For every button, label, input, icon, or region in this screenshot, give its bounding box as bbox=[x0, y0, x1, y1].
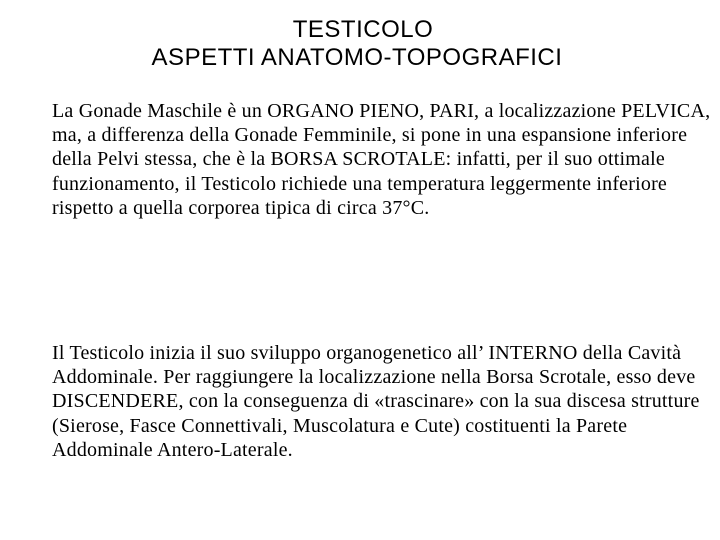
title-line-1: TESTICOLO bbox=[292, 16, 434, 43]
title-line-2: ASPETTI ANATOMO-TOPOGRAFICI bbox=[151, 44, 563, 71]
paragraph-localization: La Gonade Maschile è un ORGANO PIENO, PARI, a localizzazione PELVICA, ma, a differenza della Gonade Femminile, si pone in una espansione inferiore della Pelvi stessa, che è la BORSA SCROTALE: infatti, per il suo ottimale funzionamento, il Testicolo richiede una temperatura leggermente inferiore rispetto a quella corporea tipica di circa 37°C. bbox=[52, 100, 711, 219]
slide-title bbox=[0, 16, 720, 72]
paragraph-descent: Il Testicolo inizia il suo sviluppo organogenetico all’ INTERNO della Cavità Addominale. Per raggiungere la localizzazione nella Borsa Scrotale, esso deve DISCENDERE, con la conseguenza di «trascinare» con la sua discesa strutture (Sierose, Fasce Connettivali, Muscolatura e Cute) costituenti la Parete Addominale Antero-Laterale. bbox=[52, 342, 700, 461]
